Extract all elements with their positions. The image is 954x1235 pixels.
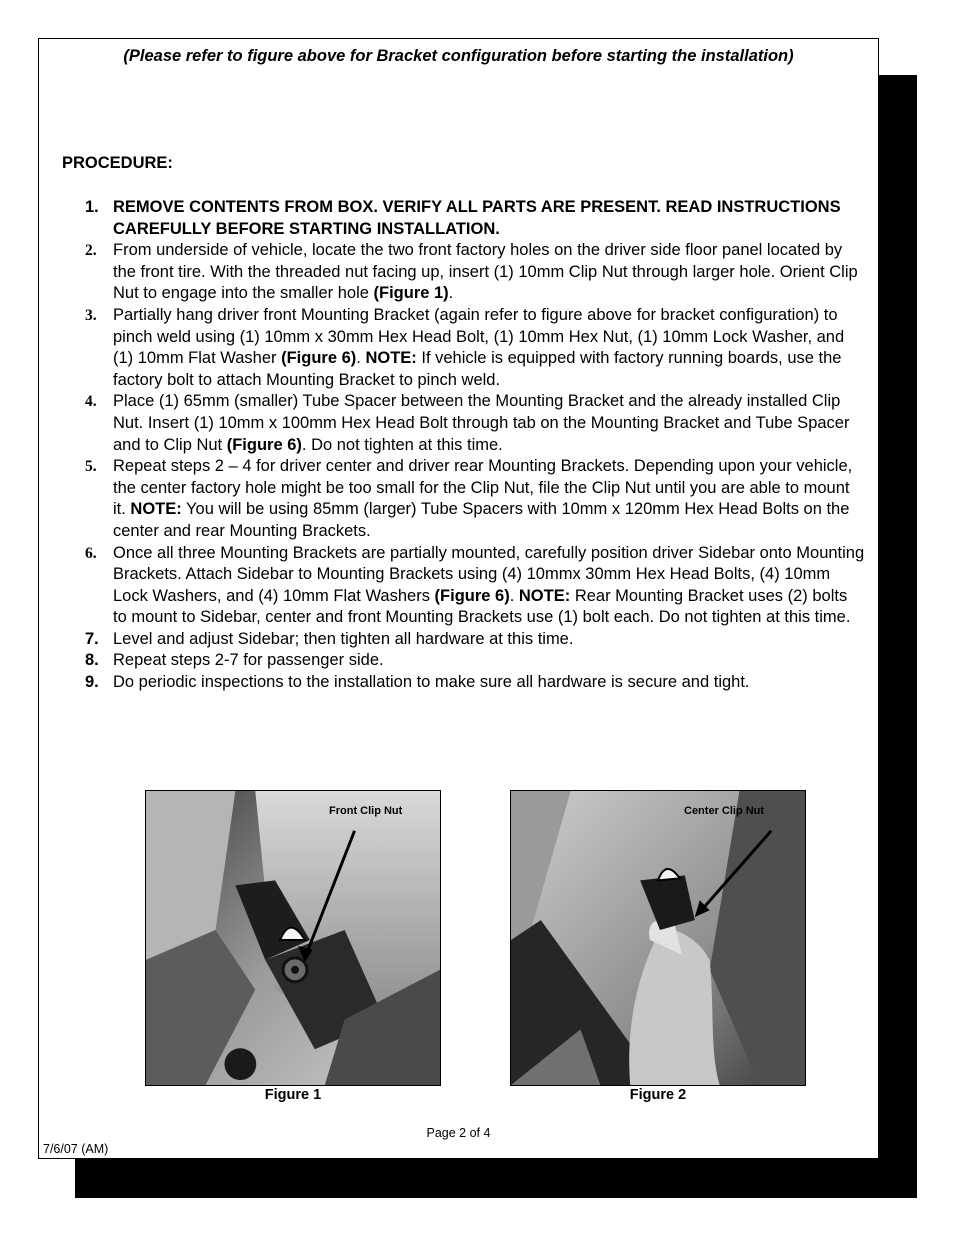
procedure-step: [85, 543, 865, 629]
step-text: Do periodic inspections to the installation to make sure all hardware is secure and tight.: [113, 673, 750, 692]
step-text: Rear Mounting Bracket uses (2) bolts to mount to Sidebar, center and front Mounting Brackets use (1) bolt each. Do not tighten at this time.: [113, 586, 851, 627]
step-text: Repeat steps 2 – 4 for driver center and driver rear Mounting Brackets. Depending upon your vehicle, the center factory hole might be too small for the Clip Nut, file the Clip Nut until you are able to mount it.: [113, 457, 853, 519]
procedure-steps: [85, 197, 865, 694]
step-text: Place (1) 65mm (smaller) Tube Spacer between the Mounting Bracket and the already installed Clip Nut. Insert (1) 10mm x 100mm Hex Head Bolt through tab on the Mounting Bracket and Tube Spacer and to Clip Nut: [113, 392, 850, 454]
figure-2-image: [511, 791, 805, 1085]
step-number: 2.: [85, 242, 97, 260]
procedure-step: [85, 650, 865, 672]
step-number: 4.: [85, 393, 97, 411]
step-text: (Figure 1): [373, 284, 449, 303]
figure-1-label: Front Clip Nut: [329, 805, 403, 817]
figure-2-caption: Figure 2: [629, 1087, 687, 1103]
step-text: Once all three Mounting Brackets are partially mounted, carefully position driver Sidebar onto Mounting Brackets. Attach Sidebar to Mounting Brackets using (4) 10mmx 30mm Hex Head Bolts, (4) 10mm Lock Washers, and (4) 10mm Flat Washers: [113, 543, 865, 605]
step-number: 1.: [85, 198, 99, 216]
procedure-step: [85, 197, 865, 240]
step-text: (Figure 6): [434, 586, 510, 605]
procedure-step: [85, 240, 865, 305]
step-text: .: [448, 284, 454, 303]
step-number: 3.: [85, 306, 97, 324]
procedure-step: [85, 672, 865, 694]
procedure-step: [85, 629, 865, 651]
step-text: NOTE:: [130, 500, 182, 519]
step-text: Level and adjust Sidebar; then tighten all hardware at this time.: [113, 629, 574, 648]
step-text: You will be using 85mm (larger) Tube Spacers with 10mm x 120mm Hex Head Bolts on the center and rear Mounting Brackets.: [113, 500, 850, 540]
step-text: (Figure 6): [226, 435, 302, 454]
step-number: 8.: [85, 651, 99, 670]
step-text: NOTE:: [365, 349, 417, 368]
step-text: .: [509, 586, 519, 605]
step-text: .: [356, 349, 366, 368]
procedure-heading: PROCEDURE:: [62, 154, 173, 172]
step-text: . Do not tighten at this time.: [301, 435, 503, 454]
figure-1-image: [146, 791, 440, 1085]
figure-2-label: Center Clip Nut: [684, 805, 765, 817]
procedure-step: [85, 305, 865, 391]
figure-2-photo: [510, 790, 806, 1086]
step-text: From underside of vehicle, locate the two front factory holes on the driver side floor panel located by the front tire. With the threaded nut facing up, insert (1) 10mm Clip Nut through larger hole. Orient Clip Nut to engage into the smaller hole: [113, 241, 858, 303]
step-number: 9.: [85, 673, 99, 692]
procedure-step: [85, 456, 865, 542]
step-number: 6.: [85, 544, 97, 562]
step-text: If vehicle is equipped with factory running boards, use the factory bolt to attach Mounting Bracket to pinch weld.: [113, 349, 842, 389]
procedure-step: [85, 391, 865, 456]
figure-1-caption: Figure 1: [264, 1087, 322, 1103]
page-number: Page 2 of 4: [426, 1126, 491, 1140]
step-number: 7.: [85, 629, 99, 648]
step-text: (Figure 6): [281, 349, 357, 368]
document-page: [38, 38, 879, 1159]
step-text: Repeat steps 2-7 for passenger side.: [113, 651, 384, 670]
step-number: 5.: [85, 458, 97, 476]
bracket-note: (Please refer to figure above for Bracket configuration before starting the installation): [123, 47, 794, 65]
step-text: NOTE:: [518, 586, 571, 605]
step-text: Partially hang driver front Mounting Bracket (again refer to figure above for bracket configuration) to pinch weld using (1) 10mm x 30mm Hex Head Bolt, (1) 10mm Hex Nut, (1) 10mm Lock Washer, and (1) 10mm Flat Washer: [113, 305, 845, 368]
step-text: REMOVE CONTENTS FROM BOX. VERIFY ALL PARTS ARE PRESENT. READ INSTRUCTIONS CAREFULLY BEFORE STARTING INSTALLATION.: [113, 198, 841, 238]
figure-1-photo: [145, 790, 441, 1086]
revision-date: 7/6/07 (AM): [43, 1142, 109, 1156]
